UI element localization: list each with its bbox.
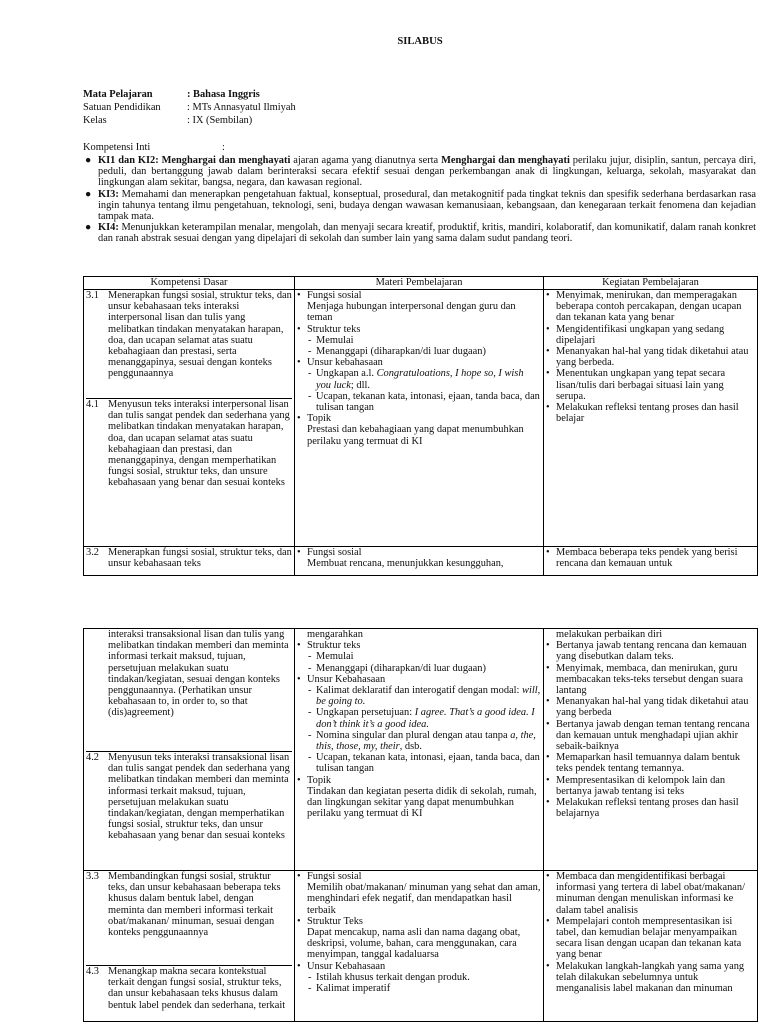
materi-text: Tindakan dan kegiatan peserta didik di sekolah, rumah, dan lingkungan sekitar yang dapat menumbuhkan perilaku yang termuat di KI bbox=[307, 785, 537, 820]
materi-italic-text: Congratuloations, I hope so, I wish you luck bbox=[316, 368, 524, 391]
kd-number: 4.3 bbox=[86, 966, 99, 977]
ki3-item bbox=[83, 189, 756, 223]
ki4-code: KI4: bbox=[98, 222, 119, 234]
kegiatan-item: • Menyimak, membaca, dan menirukan, guru membacakan teks-teks tersebut dengan suara lantang bbox=[546, 663, 755, 697]
kd-4-1 bbox=[86, 398, 292, 489]
kd-number: 4.2 bbox=[86, 752, 99, 763]
materi-text: Membuat rencana, menunjukkan kesungguhan, bbox=[307, 558, 504, 570]
syllabus-table-page-1 bbox=[83, 276, 758, 576]
bullet-icon: ● bbox=[85, 155, 92, 166]
kd-3-1 bbox=[86, 290, 292, 398]
materi-cell bbox=[295, 547, 544, 576]
kd-number: 3.2 bbox=[86, 547, 99, 558]
kegiatan-item: • Melakukan refleksi tentang proses dan hasil belajarnya bbox=[546, 797, 755, 819]
kegiatan-item: • Menyimak, menirukan, dan memperagakan beberapa contoh percakapan, dengan ucapan dan tekanan kata yang benar bbox=[546, 290, 755, 324]
kegiatan-item: • Menanyakan hal-hal yang tidak diketahui atau yang berbeda bbox=[546, 696, 755, 718]
materi-sub-item: - Memulai bbox=[297, 651, 541, 662]
kegiatan-item: • Melakukan langkah-langkah yang sama yang telah dilakukan sebelumnya untuk menganalisis label makanan dan minuman bbox=[546, 961, 755, 995]
subject-label: Mata Pelajaran bbox=[83, 89, 153, 100]
kegiatan-item: • Bertanya jawab tentang rencana dan kemauan yang disebutkan dalam teks. bbox=[546, 640, 755, 662]
core-competence-list bbox=[83, 155, 756, 245]
syllabus-table-page-2 bbox=[83, 628, 758, 1022]
bullet-icon: ● bbox=[85, 222, 92, 234]
materi-sub-item: - Menanggapi (diharapkan/di luar dugaan) bbox=[297, 663, 541, 674]
core-competence-colon: : bbox=[222, 142, 225, 153]
header-kegiatan-pembelajaran: Kegiatan Pembelajaran bbox=[544, 277, 758, 290]
materi-sub-item bbox=[297, 368, 541, 390]
materi-sub-item: - Menanggapi (diharapkan/di luar dugaan) bbox=[297, 346, 541, 357]
kegiatan-item: • Menanyakan hal-hal yang tidak diketahui atau yang berbeda. bbox=[546, 346, 755, 368]
kd-number: 3.1 bbox=[86, 290, 99, 301]
materi-unsur-kebahasaan: • Unsur Kebahasaan bbox=[297, 674, 541, 685]
materi-sub-item: - Ucapan, tekanan kata, intonasi, ejaan, tanda baca, dan tulisan tangan bbox=[297, 752, 541, 774]
materi-text: Menjaga hubungan interpersonal dengan guru dan teman bbox=[307, 301, 516, 324]
ki3-text: Memahami dan menerapkan pengetahuan faktual, konseptual, prosedural, dan metakognitif pada tingkat teknis dan spesifik sederhana berdasarkan rasa ingin tahunya tentang ilmu pengetahuan, teknologi, seni, budaya dengan wawasan kemanusiaan, kebangsaan, dan kenegaraan terkait fenomena dan kejadian tampak mata. bbox=[98, 188, 756, 223]
materi-struktur-teks: • Struktur teks bbox=[297, 640, 541, 651]
class-value: : IX (Sembilan) bbox=[187, 115, 253, 126]
materi-sub-item bbox=[297, 730, 541, 752]
materi-text: Prestasi dan kebahagiaan yang dapat menumbuhkan perilaku yang termuat di KI bbox=[307, 424, 524, 447]
materi-fungsi-sosial: • Fungsi sosial bbox=[297, 871, 541, 882]
materi-sub-item: - Ucapan, tekanan kata, intonasi, ejaan, tanda baca, dan tulisan tangan bbox=[297, 391, 541, 413]
syllabus-meta bbox=[83, 89, 296, 128]
kegiatan-item: • Mempelajari contoh mempresentasikan isi tabel, dan kemudian belajar menyampaikan secara lisan dengan ucapan dan tekanan kata yang benar bbox=[546, 916, 755, 961]
materi-unsur-kebahasaan: • Unsur kebahasaan bbox=[297, 357, 541, 368]
kegiatan-item: • Memaparkan hasil temuannya dalam bentuk teks pendek tentang temannya. bbox=[546, 752, 755, 774]
materi-text: Kalimat deklaratif dan interogatif dengan modal: bbox=[316, 685, 523, 697]
kd-number bbox=[86, 629, 108, 751]
header-materi-pembelajaran: Materi Pembelajaran bbox=[295, 277, 544, 290]
subject-row bbox=[83, 89, 296, 102]
table-row bbox=[84, 547, 758, 576]
kd-4-2 bbox=[86, 751, 292, 842]
kegiatan-item: • Membaca beberapa teks pendek yang berisi rencana dan kemauan untuk bbox=[546, 547, 755, 569]
ki4-text: Menunjukkan keterampilan menalar, mengolah, dan menyaji secara kreatif, produktif, kritis, mandiri, kolaboratif, dan komunikatif, dalam ranah konkret dan ranah abstrak sesuai dengan yang dipelajari di sekolah dan sumber lain yang sama dalam sudut pandang teori. bbox=[98, 222, 756, 245]
materi-text: Ungkapan a.l. bbox=[316, 368, 377, 380]
materi-text: , dsb. bbox=[399, 741, 422, 753]
kd-text: Menyusun teks interaksi transaksional lisan dan tulis sangat pendek dan sederhana yang melibatkan tindakan memberi dan meminta informasi terkait maksud, tujuan, persetujuan melakukan suatu tindakan/kegiatan, dengan memperhatikan fungsi sosial, struktur teks, dan unsur kebahasaan yang benar dan sesuai konteks bbox=[108, 752, 290, 842]
kd-cell bbox=[84, 547, 295, 576]
core-competence-label: Kompetensi Inti bbox=[83, 142, 151, 153]
ki1-item bbox=[83, 155, 756, 189]
materi-text: Ungkapan persetujuan: bbox=[316, 707, 415, 719]
materi-italic-text: will, be going to. bbox=[316, 685, 541, 708]
class-label: Kelas bbox=[83, 115, 107, 126]
materi-sub-item: - Istilah khusus terkait dengan produk. bbox=[297, 972, 541, 983]
kd-cell bbox=[84, 290, 295, 547]
kd-3-3 bbox=[86, 871, 292, 965]
materi-text: Nomina singular dan plural dengan atau tanpa bbox=[316, 729, 511, 741]
materi-text: ; dll. bbox=[350, 379, 370, 391]
kegiatan-cell bbox=[544, 547, 758, 576]
ki1-code: KI1 dan KI2: bbox=[98, 155, 159, 166]
kd-text: Menangkap makna secara kontekstual terkait dengan fungsi sosial, struktur teks, dan unsur kebahasaan teks khusus dalam bentuk label pendek dan sederhana, terkait bbox=[108, 966, 286, 1011]
materi-text: Memilih obat/makanan/ minuman yang sehat dan aman, menghindari efek negatif, dan mendapatkan hasil terbaik bbox=[307, 882, 541, 916]
materi-struktur-teks: • Struktur teks bbox=[297, 324, 541, 335]
materi-italic-text: a, the, this, those, my, their bbox=[316, 729, 536, 753]
core-competence-heading bbox=[83, 142, 225, 153]
table-row bbox=[84, 871, 758, 1022]
bullet-icon: ● bbox=[85, 188, 92, 200]
table-row bbox=[84, 290, 758, 547]
kd-number: 3.3 bbox=[86, 871, 99, 882]
kd-text: Menerapkan fungsi sosial, struktur teks, dan unsur kebahasaan teks interaksi interpersonal lisan dan tulis yang melibatkan tindakan menyatakan harapan, doa, dan ucapan selamat atas suatu kebahagiaan dan prestasi, serta menanggapinya, sesuai dengan konteks penggunaannya bbox=[108, 290, 292, 380]
materi-sub-item bbox=[297, 707, 541, 729]
materi-text: mengarahkan bbox=[307, 629, 363, 640]
ki1-emphasis-2: Menghargai dan menghayati bbox=[441, 155, 570, 166]
subject-value: : Bahasa Inggris bbox=[187, 89, 260, 100]
ki3-code: KI3: bbox=[98, 188, 119, 200]
kd-text: Menyusun teks interaksi interpersonal lisan dan tulis sangat pendek dan sederhana yang melibatkan tindakan menyatakan harapan, doa, dan ucapan selamat atas suatu kebahagiaan dan prestasi, dan menanggapinya, dengan memperhatikan fungsi sosial, struktur teks, dan unsure kebahasaan yang benar dan sesuai konteks bbox=[108, 399, 290, 489]
kd-text: interaksi transaksional lisan dan tulis yang melibatkan tindakan memberi dan meminta informasi terkait maksud, tujuan, persetujuan melakukan suatu tindakan/kegiatan, sesuai dengan konteks penggunaannya. (Perhatikan unsur kebahasaan to, in order to, so that (dis)agreement) bbox=[108, 629, 289, 719]
materi-fungsi-sosial: • Fungsi sosial bbox=[297, 547, 541, 558]
materi-cell bbox=[295, 290, 544, 547]
materi-cell bbox=[295, 871, 544, 1022]
kegiatan-cell bbox=[544, 629, 758, 871]
kegiatan-item: • Membaca dan mengidentifikasi berbagai informasi yang tertera di label obat/makanan/ minuman dengan menuliskan informasi ke dalam tabel analisis bbox=[546, 871, 755, 916]
materi-italic-text: I agree. That’s a good idea. I don’t think it’s a good idea. bbox=[316, 707, 535, 730]
materi-sub-item: - Memulai bbox=[297, 335, 541, 346]
kegiatan-item: • Menentukan ungkapan yang tepat secara lisan/tulis dari berbagai situasi lain yang serupa. bbox=[546, 368, 755, 402]
school-row bbox=[83, 102, 296, 115]
ki1-text-1: ajaran agama yang dianutnya serta bbox=[290, 155, 442, 166]
ki4-item bbox=[83, 222, 756, 244]
kegiatan-text: melakukan perbaikan diri bbox=[556, 629, 663, 640]
kegiatan-item: • Mempresentasikan di kelompok lain dan bertanya jawab tentang isi teks bbox=[546, 775, 755, 797]
materi-unsur-kebahasaan: • Unsur Kebahasaan bbox=[297, 961, 541, 972]
kegiatan-item: • Melakukan refleksi tentang proses dan hasil belajar bbox=[546, 402, 755, 424]
ki1-text-2: perilaku jujur, disiplin, santun, percaya diri, peduli, dan bertanggung jawab dalam berinteraksi secara efektif sesuai dengan perkembangan anak di lingkungan, keluarga, sekolah, masyarakat dan lingkungan alam sekitar, bangsa, negara, dan kawasan regional. bbox=[98, 155, 756, 189]
table-header-row bbox=[84, 277, 758, 290]
materi-cell bbox=[295, 629, 544, 871]
kegiatan-item: • Mengidentifikasi ungkapan yang sedang dipelajari bbox=[546, 324, 755, 346]
kd-text: Menerapkan fungsi sosial, struktur teks, dan unsur kebahasaan teks bbox=[108, 547, 292, 570]
school-value: : MTs Annasyatul Ilmiyah bbox=[187, 102, 296, 113]
kd-cell bbox=[84, 629, 295, 871]
kd-cell bbox=[84, 871, 295, 1022]
kegiatan-cell bbox=[544, 871, 758, 1022]
kegiatan-cell bbox=[544, 290, 758, 547]
table-row bbox=[84, 629, 758, 871]
kegiatan-item: • Bertanya jawab dengan teman tentang rencana dan kemauan untuk menghadapi ujian akhir sebaik-baiknya bbox=[546, 719, 755, 753]
school-label: Satuan Pendidikan bbox=[83, 102, 161, 113]
kd-3-2-continued bbox=[86, 629, 292, 751]
class-row bbox=[83, 115, 296, 128]
kd-text: Membandingkan fungsi sosial, struktur teks, dan unsur kebahasaan beberapa teks khusus dalam bentuk label, dengan meminta dan memberi informasi terkait obat/makanan/ minuman, sesuai dengan konteks penggunaannya bbox=[108, 871, 281, 939]
materi-sub-item bbox=[297, 685, 541, 707]
materi-topik: • Topik bbox=[297, 413, 541, 424]
materi-fungsi-sosial: • Fungsi sosial bbox=[297, 290, 541, 301]
kd-number: 4.1 bbox=[86, 399, 99, 410]
kd-3-2 bbox=[86, 547, 292, 569]
materi-text: Dapat mencakup, nama asli dan nama dagang obat, deskripsi, volume, bahan, cara menggunakan, cara menyimpan, tanggal kadaluarsa bbox=[307, 927, 521, 961]
ki1-emphasis-1: Menghargai dan menghayati bbox=[161, 155, 291, 166]
materi-struktur-teks: • Struktur Teks bbox=[297, 916, 541, 927]
kd-4-3 bbox=[86, 965, 292, 1011]
materi-topik: • Topik bbox=[297, 775, 541, 786]
header-kompetensi-dasar: Kompetensi Dasar bbox=[84, 277, 295, 290]
document-title: SILABUS bbox=[397, 36, 443, 47]
materi-sub-item: - Kalimat imperatif bbox=[297, 983, 541, 994]
